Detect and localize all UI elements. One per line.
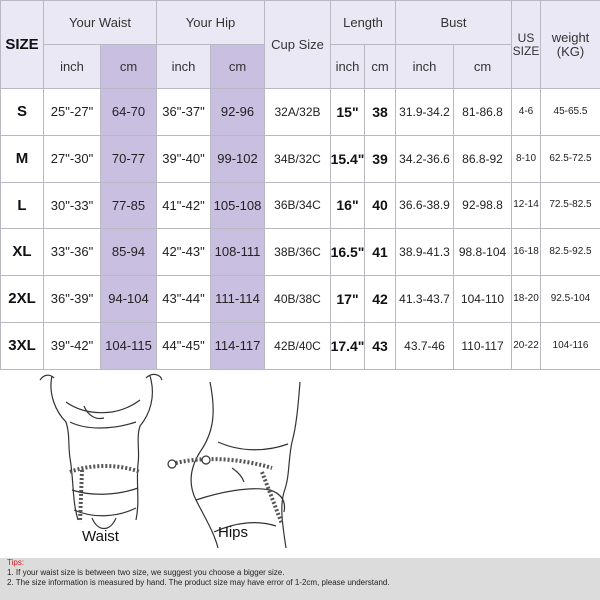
cup-size-cell: 40B/38C (264, 275, 331, 323)
tips-line-2: 2. The size information is measured by hand. The product size may have error of 1-2cm, please understand. (7, 578, 390, 587)
bust-inch-cell: 31.9-34.2 (395, 88, 454, 136)
hip-cm-cell: 92-96 (210, 88, 265, 136)
bust-inch-cell: 34.2-36.6 (395, 135, 454, 183)
bust-inch-cell: 36.6-38.9 (395, 182, 454, 229)
size-label: 3XL (0, 322, 44, 370)
figures-drawing (0, 372, 600, 550)
length-cm-cell: 38 (364, 88, 396, 136)
waist-cm-cell: 104-115 (100, 322, 157, 370)
waist-inch-cell: 33"-36" (43, 228, 101, 276)
us-size-cell: 16-18 (511, 228, 541, 276)
weight-cell: 72.5-82.5 (540, 182, 600, 229)
waist-inch-cell: 36"-39" (43, 275, 101, 323)
bust-inch-cell: 41.3-43.7 (395, 275, 454, 323)
us-size-header-line: US (517, 30, 535, 45)
bust-cm-header: cm (453, 44, 512, 89)
bust-inch-header: inch (395, 44, 454, 89)
weight-cell: 92.5-104 (540, 275, 600, 323)
bust-cm-cell: 98.8-104 (453, 228, 512, 276)
length-header: Length (330, 0, 396, 45)
us-size-header (511, 0, 541, 89)
waist-cm-cell: 77-85 (100, 182, 157, 229)
bust-cm-cell: 86.8-92 (453, 135, 512, 183)
weight-cell: 45-65.5 (540, 88, 600, 136)
length-cm-cell: 43 (364, 322, 396, 370)
length-inch-cell: 15.4" (330, 135, 365, 183)
us-size-cell: 18-20 (511, 275, 541, 323)
length-cm-header: cm (364, 44, 396, 89)
size-label: S (0, 88, 44, 136)
cup-size-cell: 34B/32C (264, 135, 331, 183)
weight-header-line: weight (551, 29, 590, 45)
us-size-cell: 12-14 (511, 182, 541, 229)
bust-inch-cell: 38.9-41.3 (395, 228, 454, 276)
length-inch-header: inch (330, 44, 365, 89)
cup-size-header: Cup Size (264, 0, 331, 89)
waist-inch-cell: 30"-33" (43, 182, 101, 229)
waist-inch-cell: 25"-27" (43, 88, 101, 136)
waist-caption: Waist (82, 528, 119, 545)
bust-header: Bust (395, 0, 512, 45)
bust-cm-cell: 81-86.8 (453, 88, 512, 136)
hip-inch-cell: 36"-37" (156, 88, 211, 136)
length-inch-cell: 15" (330, 88, 365, 136)
hip-inch-cell: 39"-40" (156, 135, 211, 183)
hip-inch-cell: 43"-44" (156, 275, 211, 323)
waist-inch-cell: 27"-30" (43, 135, 101, 183)
length-inch-cell: 16" (330, 182, 365, 229)
waist-cm-cell: 85-94 (100, 228, 157, 276)
weight-cell: 62.5-72.5 (540, 135, 600, 183)
waist-cm-cell: 94-104 (100, 275, 157, 323)
size-label: XL (0, 228, 44, 276)
measurement-illustration (0, 372, 600, 550)
length-inch-cell: 17.4" (330, 322, 365, 370)
hip-inch-cell: 42"-43" (156, 228, 211, 276)
size-label: 2XL (0, 275, 44, 323)
weight-header (540, 0, 600, 89)
bust-inch-cell: 43.7-46 (395, 322, 454, 370)
waist-cm-cell: 70-77 (100, 135, 157, 183)
waist-cm-cell: 64-70 (100, 88, 157, 136)
hip-cm-cell: 108-111 (210, 228, 265, 276)
hip-inch-cell: 41"-42" (156, 182, 211, 229)
hip-cm-cell: 105-108 (210, 182, 265, 229)
length-cm-cell: 42 (364, 275, 396, 323)
hip-inch-header: inch (156, 44, 211, 89)
hip-cm-cell: 114-117 (210, 322, 265, 370)
weight-header-line: (KG) (556, 43, 585, 59)
weight-cell: 104-116 (540, 322, 600, 370)
cup-size-cell: 32A/32B (264, 88, 331, 136)
cup-size-cell: 36B/34C (264, 182, 331, 229)
cup-size-cell: 42B/40C (264, 322, 331, 370)
length-inch-cell: 17" (330, 275, 365, 323)
hip-cm-cell: 99-102 (210, 135, 265, 183)
hip-cm-header: cm (210, 44, 265, 89)
bust-cm-cell: 104-110 (453, 275, 512, 323)
hip-header: Your Hip (156, 0, 265, 45)
us-size-cell: 20-22 (511, 322, 541, 370)
length-cm-cell: 41 (364, 228, 396, 276)
size-header: SIZE (0, 0, 44, 89)
tips-title: Tips: (7, 558, 25, 567)
hips-tape (168, 456, 282, 524)
us-size-header-line: SIZE (512, 43, 540, 58)
length-cm-cell: 40 (364, 182, 396, 229)
tips-box (0, 558, 600, 600)
hip-inch-cell: 44"-45" (156, 322, 211, 370)
us-size-cell: 4-6 (511, 88, 541, 136)
us-size-cell: 8-10 (511, 135, 541, 183)
cup-size-cell: 38B/36C (264, 228, 331, 276)
waist-figure (40, 374, 162, 528)
waist-inch-header: inch (43, 44, 101, 89)
bust-cm-cell: 92-98.8 (453, 182, 512, 229)
tips-line-1: 1. If your waist size is between two size, we suggest you choose a bigger size. (7, 568, 285, 577)
waist-inch-cell: 39"-42" (43, 322, 101, 370)
size-label: M (0, 135, 44, 183)
length-inch-cell: 16.5" (330, 228, 365, 276)
hip-cm-cell: 111-114 (210, 275, 265, 323)
weight-cell: 82.5-92.5 (540, 228, 600, 276)
bust-cm-cell: 110-117 (453, 322, 512, 370)
waist-header: Your Waist (43, 0, 157, 45)
hips-caption: Hips (218, 524, 249, 541)
size-label: L (0, 182, 44, 229)
waist-cm-header: cm (100, 44, 157, 89)
length-cm-cell: 39 (364, 135, 396, 183)
